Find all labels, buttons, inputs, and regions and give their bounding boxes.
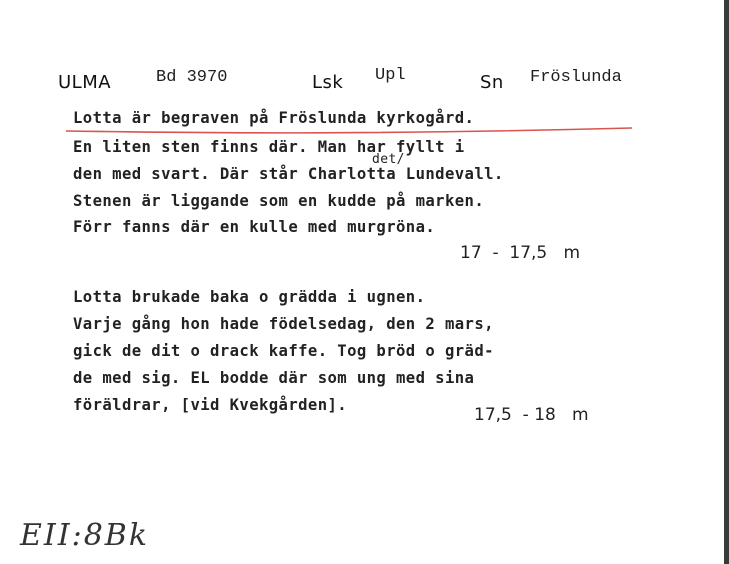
socken-label: Sn — [480, 72, 504, 93]
paragraph1-insertion: det/ — [372, 152, 405, 167]
paragraph1-line4: Stenen är liggande som en kudde på marken. — [73, 192, 485, 210]
landskap-value: Upl — [375, 66, 406, 85]
paragraph2-line3: gick de dit o drack kaffe. Tog bröd o gräd- — [73, 342, 494, 360]
paragraph1-line3: den med svart. Där står Charlotta Lundevall. — [73, 165, 504, 183]
archive-value: Bd 3970 — [156, 68, 228, 87]
socken-value: Fröslunda — [530, 68, 622, 87]
paragraph2-line5: föräldrar, [vid Kvekgården]. — [73, 396, 348, 414]
paragraph1-measure: 17 - 17,5 m — [460, 243, 581, 263]
archive-label: ULMA — [58, 72, 112, 93]
paragraph1-line2: En liten sten finns där. Man har fyllt i — [73, 138, 465, 156]
handwritten-catalog-mark: EII:8Bk — [20, 518, 150, 553]
paragraph1-line1: Lotta är begraven på Fröslunda kyrkogård. — [73, 109, 475, 127]
landskap-label: Lsk — [312, 72, 344, 93]
paragraph1-line5: Förr fanns där en kulle med murgröna. — [73, 218, 436, 236]
paragraph2-line4: de med sig. EL bodde där som ung med sina — [73, 369, 475, 387]
paragraph2-measure: 17,5 - 18 m — [474, 405, 589, 425]
card-edge — [724, 0, 729, 564]
paragraph2-line1: Lotta brukade baka o grädda i ugnen. — [73, 288, 426, 306]
paragraph2-line2: Varje gång hon hade födelsedag, den 2 mars, — [73, 315, 494, 333]
